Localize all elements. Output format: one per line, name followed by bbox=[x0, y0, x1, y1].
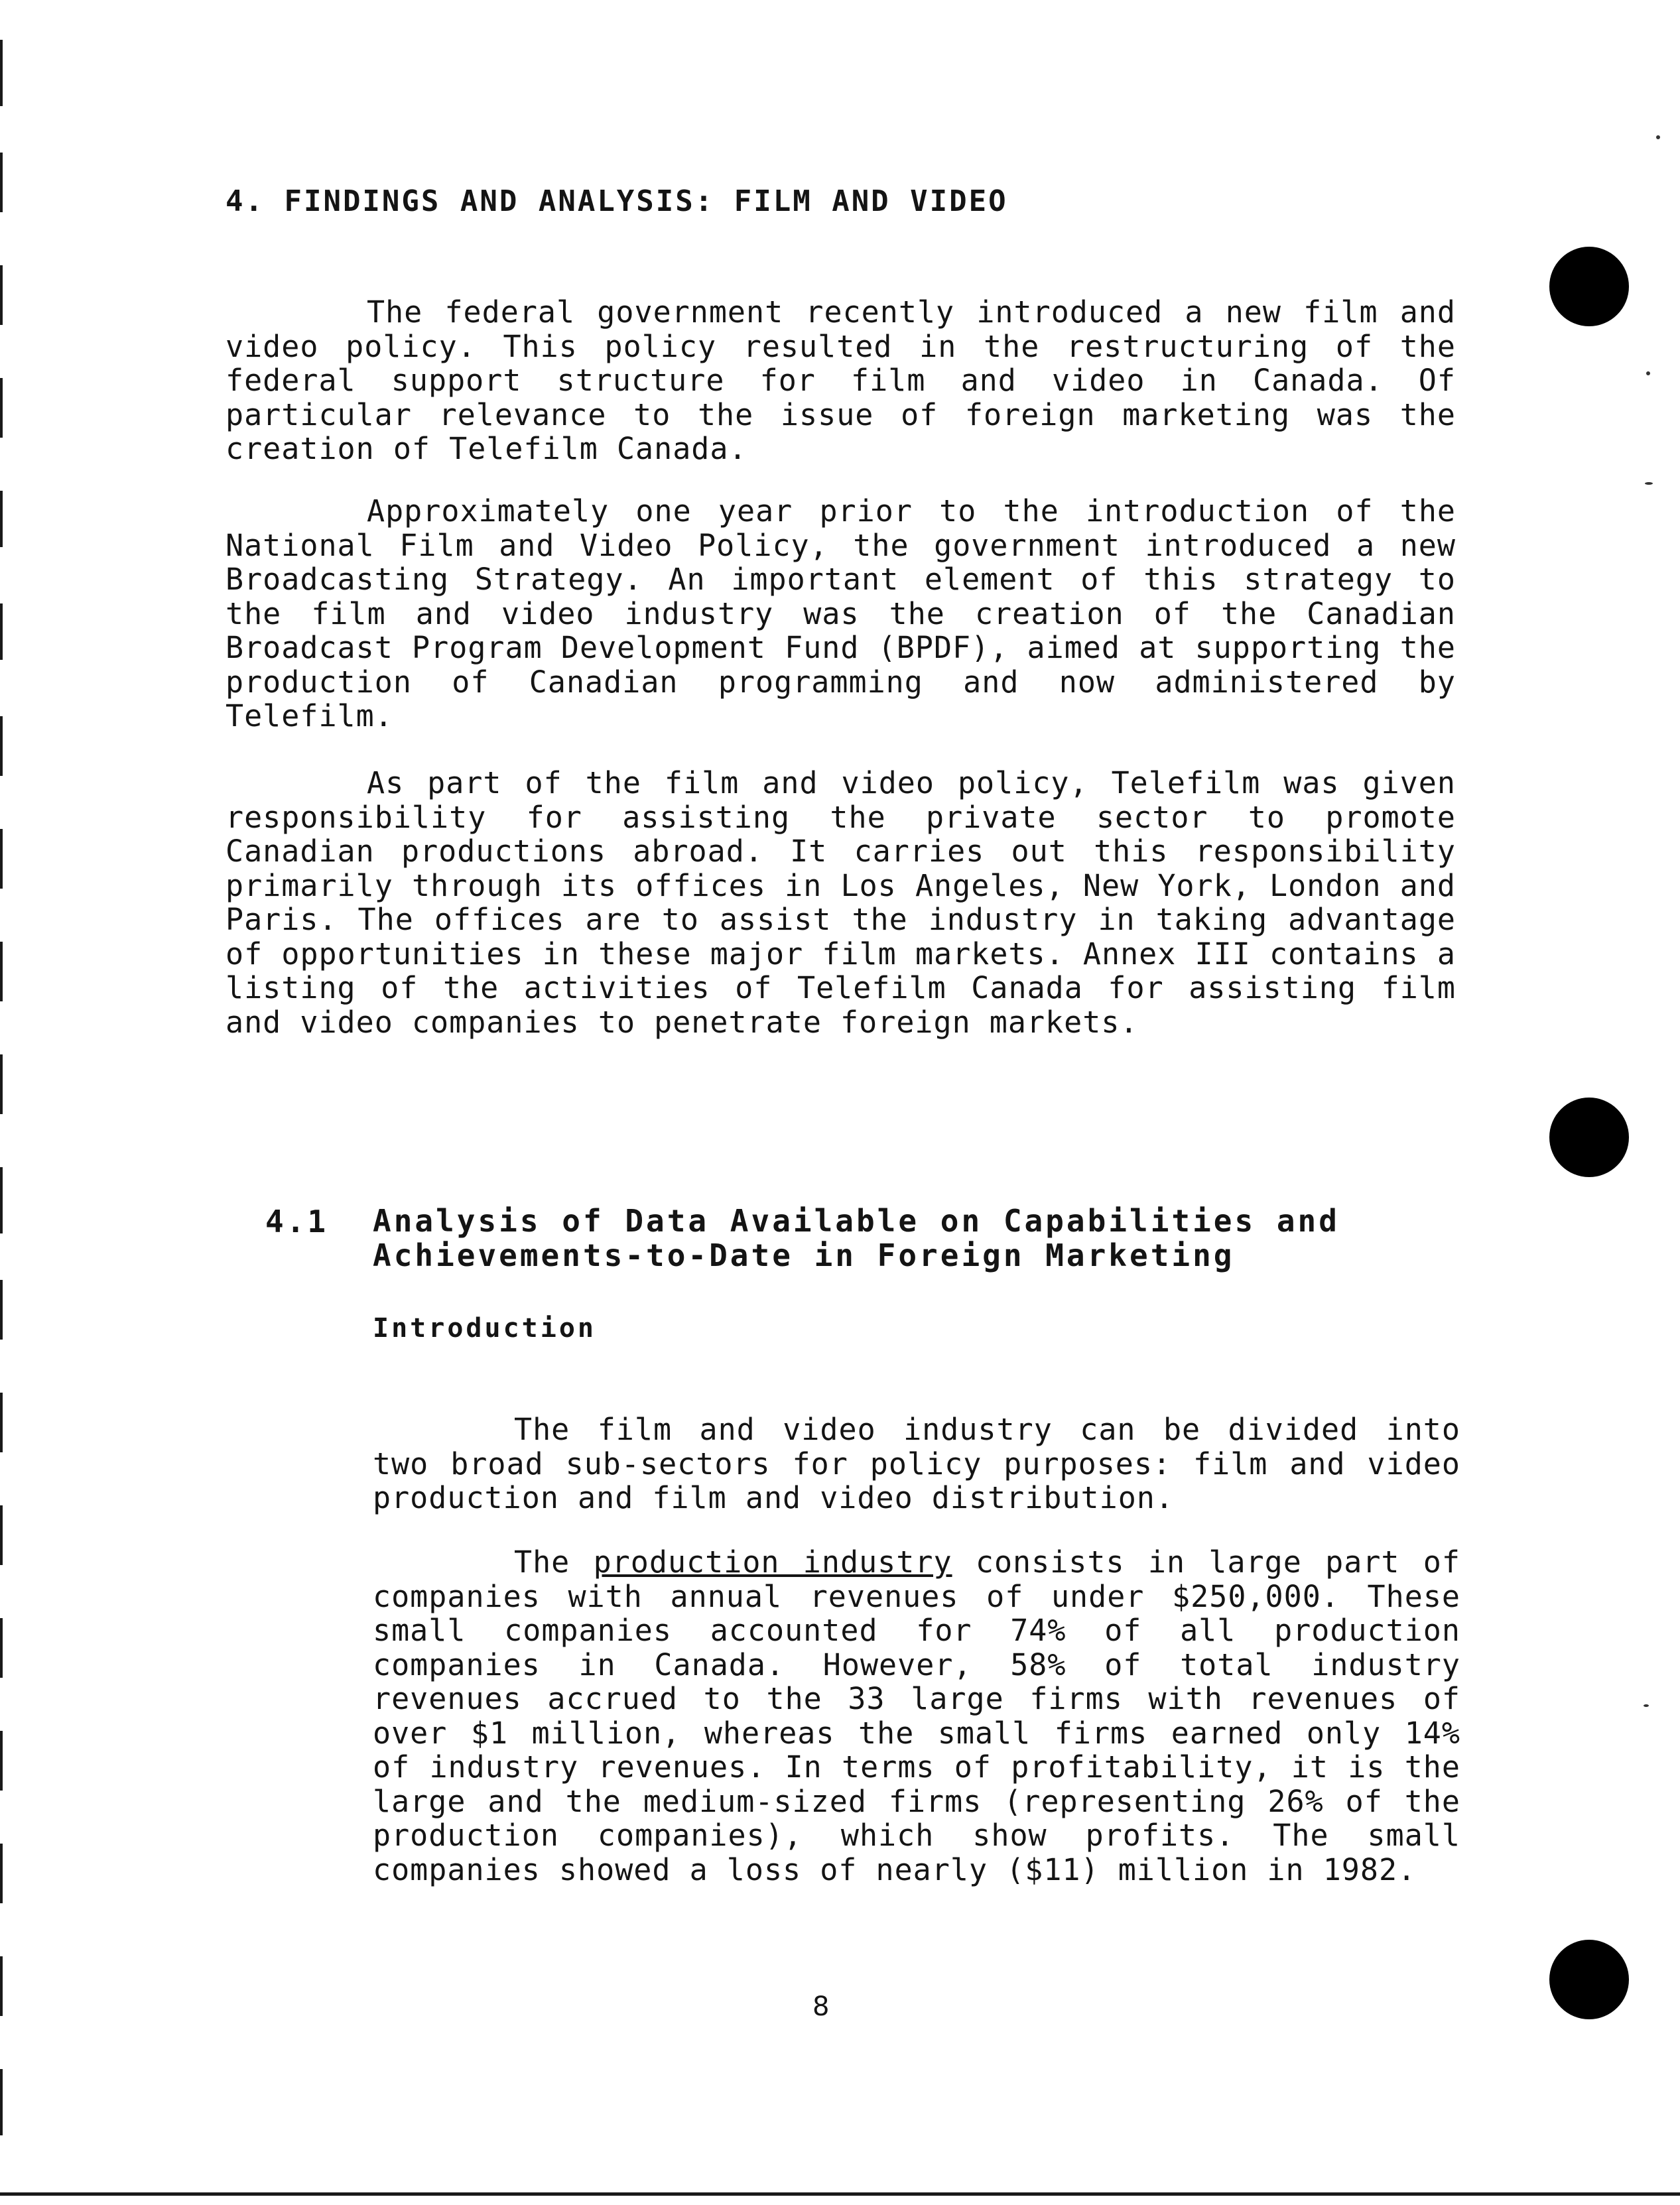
page-number: 8 bbox=[812, 1991, 830, 2022]
left-edge-mark bbox=[0, 716, 3, 776]
paragraph-lead: The bbox=[514, 1544, 594, 1580]
left-edge-mark bbox=[0, 378, 3, 438]
left-edge-mark bbox=[0, 1731, 3, 1791]
punch-hole-middle bbox=[1549, 1098, 1629, 1177]
left-edge-mark bbox=[0, 40, 3, 106]
left-edge-mark bbox=[0, 1054, 3, 1114]
scan-bottom-rule bbox=[0, 2192, 1680, 2196]
introduction-heading: Introduction bbox=[373, 1313, 596, 1344]
scan-speck bbox=[1645, 482, 1653, 485]
left-edge-mark bbox=[0, 265, 3, 325]
scan-speck bbox=[1646, 371, 1650, 375]
left-edge-mark bbox=[0, 491, 3, 547]
section-heading: 4. FINDINGS AND ANALYSIS: FILM AND VIDEO bbox=[226, 184, 1008, 218]
left-edge-mark bbox=[0, 1393, 3, 1452]
subsection-number: 4.1 bbox=[265, 1204, 329, 1239]
left-edge-mark bbox=[0, 153, 3, 212]
scan-speck bbox=[1656, 135, 1660, 139]
body-paragraph: As part of the film and video policy, Telefilm was given responsibility for assisting the private sector to promote Canadian productions abroad. It carries out this responsibility primarily through its offices in Los Angeles, New York, London and Paris. The offices are to assist the industry in taking advantage of opportunities in these major film markets. Annex III contains a listing of the activities of Telefilm Canada for assisting film and video companies to penetrate foreign markets. bbox=[226, 765, 1456, 1040]
left-edge-mark bbox=[0, 1618, 3, 1678]
left-edge-mark bbox=[0, 942, 3, 1001]
body-paragraph: The film and video industry can be divided into two broad sub-sectors for policy purposes: film and video production and film and video distribution. bbox=[373, 1412, 1460, 1515]
left-edge-mark bbox=[0, 1956, 3, 2016]
body-paragraph: Approximately one year prior to the introduction of the National Film and Video Policy, the government introduced a new Broadcasting Strategy. An important element of this strategy to the film and video industry was the creation of the Canadian Broadcast Program Development Fund (BPDF), aimed at supporting the production of Canadian programming and now administered by Telefilm. bbox=[226, 493, 1456, 733]
body-paragraph-production bbox=[373, 1545, 1460, 1887]
left-edge-mark bbox=[0, 1167, 3, 1233]
left-edge-mark bbox=[0, 2069, 3, 2135]
punch-hole-bottom bbox=[1549, 1940, 1629, 2019]
underlined-term: production industry bbox=[593, 1544, 952, 1580]
left-edge-mark bbox=[0, 1280, 3, 1340]
punch-hole-top bbox=[1549, 247, 1629, 326]
scan-speck bbox=[1644, 1704, 1649, 1707]
left-edge-mark bbox=[0, 1505, 3, 1565]
paragraph-text: consists in large part of companies with annual revenues of under $250,000. These small companies accounted for 74% of all production companies in Canada. However, 58% of total industry revenues accrued to the 33 large firms with revenues of over $1 million, whereas the small firms earned only 14% of industry revenues. In terms of profitability, it is the large and the medium-sized firms (representing 26% of the production companies), which show profits. The small companies showed a loss of nearly ($11) million in 1982. bbox=[373, 1544, 1460, 1887]
left-edge-mark bbox=[0, 829, 3, 889]
left-edge-mark bbox=[0, 603, 3, 660]
subsection-title: Analysis of Data Available on Capabilities and Achievements-to-Date in Foreign Marketing bbox=[373, 1203, 1340, 1273]
left-edge-mark bbox=[0, 1844, 3, 1903]
body-paragraph: The federal government recently introduced a new film and video policy. This policy resulted in the restructuring of the federal support structure for film and video in Canada. Of particular relevance to the issue of foreign marketing was the creation of Telefilm Canada. bbox=[226, 294, 1456, 466]
